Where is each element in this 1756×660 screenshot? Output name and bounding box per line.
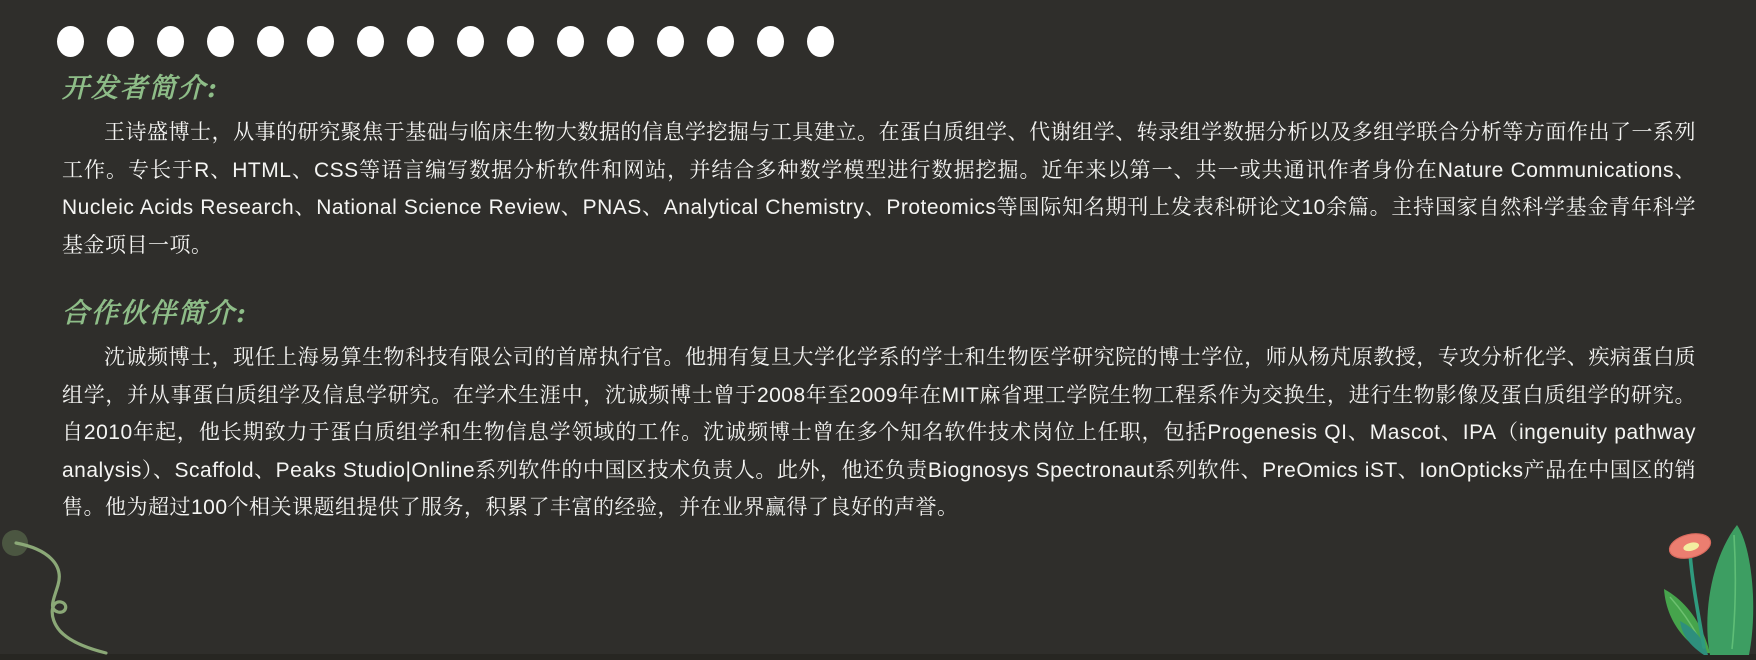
partner-section-body: 沈诚频博士，现任上海易算生物科技有限公司的首席执行官。他拥有复旦大学化学系的学士和生物医学研究院的博士学位，师从杨芃原教授，专攻分析化学、疾病蛋白质组学，并从事蛋白质组学及信息学研究。在学术生涯中，沈诚频博士曾于2008年至2009年在MIT麻省理工学院生物工程系作为交换生，进行生物影像及蛋白质组学的研究。自2010年起，他长期致力于蛋白质组学和生物信息学领域的工作。沈诚频博士曾在多个知名软件技术岗位上任职，包括Progenesis QI、Mascot、IPA（ingenuity pathway analysis）、Scaffold、Peaks Studio|Online系列软件的中国区技术负责人。此外，他还负责Biognosys Spectronaut系列软件、PreOmics iST、IonOpticks产品在中国区的销售。他为超过100个相关课题组提供了服务，积累了丰富的经验，并在业界赢得了良好的声誉。 bbox=[62, 346, 1696, 519]
binder-hole-dot bbox=[607, 26, 634, 57]
binder-hole-dot bbox=[457, 26, 484, 57]
binder-hole-dot bbox=[507, 26, 534, 57]
binder-hole-dot bbox=[757, 26, 784, 57]
binder-hole-dot bbox=[807, 26, 834, 57]
developer-section-body: 王诗盛博士，从事的研究聚焦于基础与临床生物大数据的信息学挖掘与工具建立。在蛋白质组学、代谢组学、转录组学数据分析以及多组学联合分析等方面作出了一系列工作。专长于R、HTML、CSS等语言编写数据分析软件和网站，并结合多种数学模型进行数据挖掘。近年来以第一、共一或共通讯作者身份在Nature Communications、Nucleic Acids Research、National Science Review、PNAS、Analytical Chemistry、Proteomics等国际知名期刊上发表科研论文10余篇。主持国家自然科学基金青年科学基金项目一项。 bbox=[62, 121, 1696, 257]
slide-bottom-edge bbox=[0, 654, 1756, 660]
binder-hole-dot bbox=[407, 26, 434, 57]
binder-hole-dot bbox=[557, 26, 584, 57]
tall-leaf-icon bbox=[1707, 525, 1753, 655]
developer-section-heading: 开发者简介: bbox=[62, 73, 219, 104]
binder-hole-dot bbox=[657, 26, 684, 57]
vine-stem-curve bbox=[16, 543, 106, 653]
slide-content bbox=[62, 66, 1696, 527]
partner-section-heading: 合作伙伴简介: bbox=[62, 298, 248, 329]
flower-plant-icon bbox=[1644, 509, 1756, 655]
binder-hole-dot bbox=[707, 26, 734, 57]
flower-head bbox=[1667, 530, 1713, 562]
vine-illustration bbox=[0, 521, 135, 660]
binder-hole-dot bbox=[257, 26, 284, 57]
binder-hole-dot bbox=[157, 26, 184, 57]
vine-icon bbox=[0, 521, 135, 655]
binder-holes-row bbox=[57, 26, 834, 57]
binder-hole-dot bbox=[307, 26, 334, 57]
binder-hole-dot bbox=[57, 26, 84, 57]
flower-plant-illustration bbox=[1644, 509, 1756, 660]
binder-hole-dot bbox=[207, 26, 234, 57]
binder-hole-dot bbox=[357, 26, 384, 57]
binder-hole-dot bbox=[107, 26, 134, 57]
